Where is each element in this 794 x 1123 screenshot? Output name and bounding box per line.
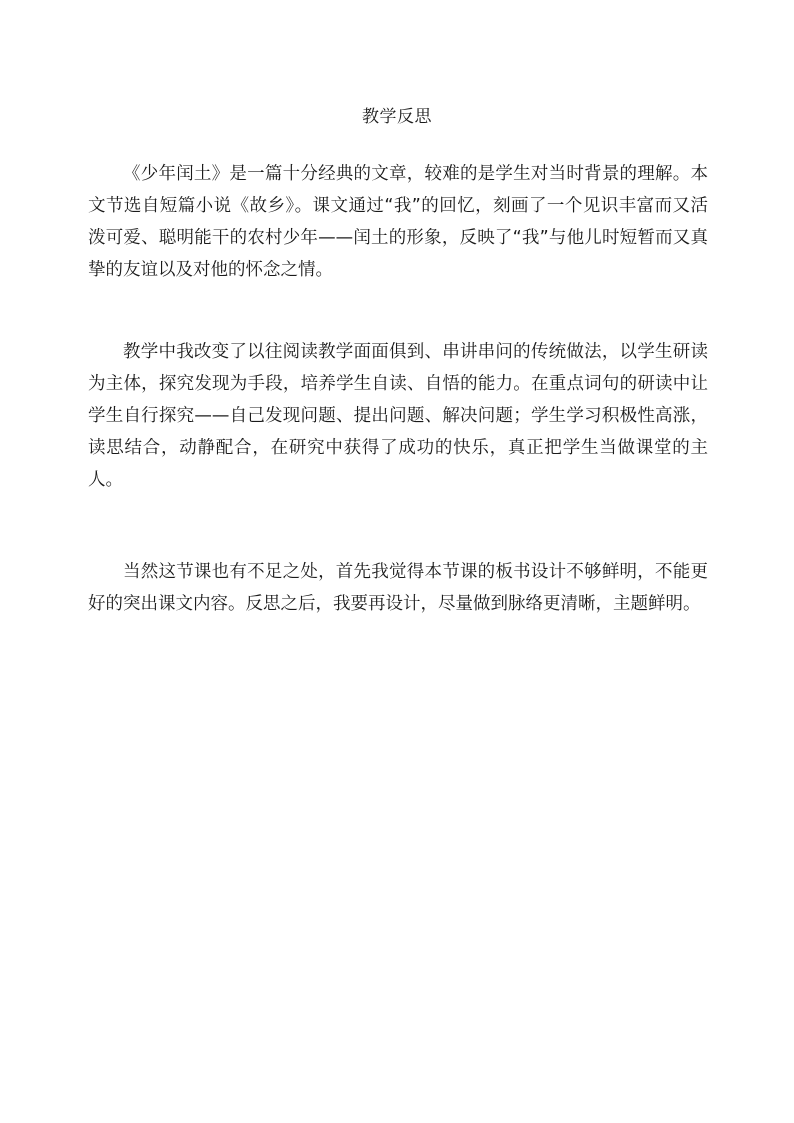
document-title: 教学反思 [362,107,432,127]
paragraph-3: 当然这节课也有不足之处，首先我觉得本节课的板书设计不够鲜明，不能更好的突出课文内容。反思之后，我要再设计，尽量做到脉络更清晰，主题鲜明。 [88,562,708,614]
paragraph-2: 教学中我改变了以往阅读教学面面俱到、串讲串问的传统做法，以学生研读为主体，探究发现为手段，培养学生自读、自悟的能力。在重点词句的研读中让学生自行探究——自己发现问题、提出问题、解决问题；学生学习积极性高涨，读思结合，动静配合，在研究中获得了成功的快乐，真正把学生当做课堂的主人。 [88,342,708,490]
paragraph-1: 《少年闰土》是一篇十分经典的文章，较难的是学生对当时背景的理解。本文节选自短篇小说《故乡》。课文通过“我”的回忆，刻画了一个见识丰富而又活泼可爱、聪明能干的农村少年——闰土的形象，反映了“我”与他儿时短暂而又真挚的友谊以及对他的怀念之情。 [88,164,708,280]
